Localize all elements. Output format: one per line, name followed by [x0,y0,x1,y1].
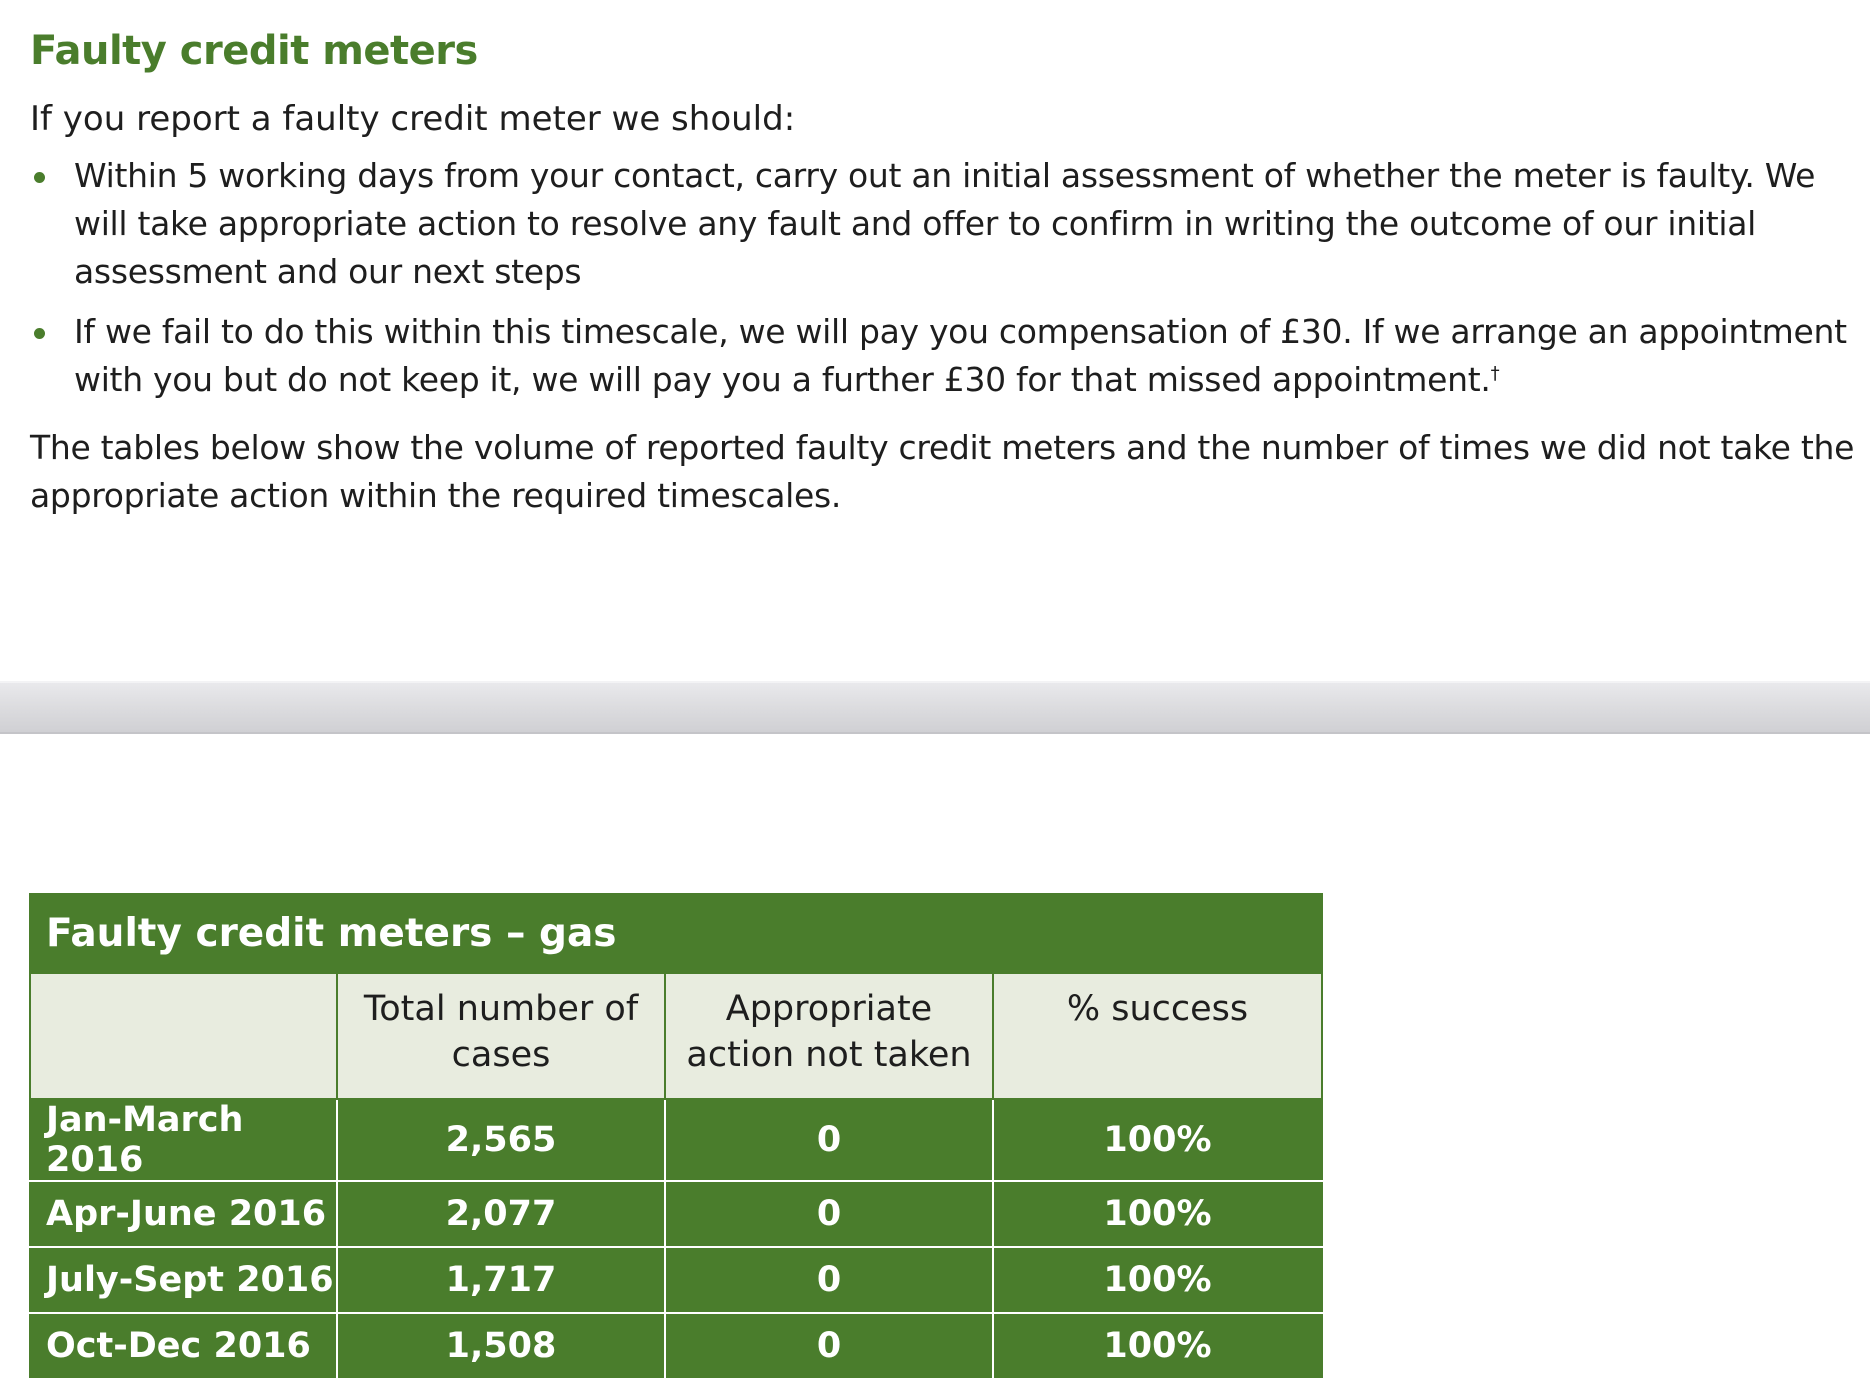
column-header-not-taken: Appropriate action not taken [665,973,993,1099]
column-header-total: Total number of cases [337,973,665,1099]
summary-text: The tables below show the volume of reported faulty credit meters and the number of times we did not take the appropriate action within the required timescales. [30,428,1855,515]
section-heading: Faulty credit meters [30,28,478,74]
cell-not-taken: 0 [665,1181,993,1247]
cell-total: 1,508 [337,1313,665,1379]
table-title: Faulty credit meters – gas [30,894,1322,973]
cell-period: Apr-June 2016 [30,1181,337,1247]
bullet-text-body: If we fail to do this within this timescale, we will pay you compensation of £30. If we arrange an appointment with you but do not keep it, we will pay you a further £30 for that missed appointment. [74,312,1847,399]
cell-not-taken: 0 [665,1247,993,1313]
table-row [30,1099,1322,1181]
bullet-dot-icon [34,328,45,339]
cell-success: 100% [993,1181,1322,1247]
page-separator [0,681,1870,734]
bullet-item [30,308,1860,404]
cell-total: 2,565 [337,1099,665,1181]
bullet-dot-icon [34,172,45,183]
table-row [30,1313,1322,1379]
table-container [29,893,1321,1380]
table-title-row [30,894,1322,973]
cell-success: 100% [993,1313,1322,1379]
footnote-mark: † [1490,363,1500,384]
intro-text: If you report a faulty credit meter we should: [30,99,796,139]
column-header-success: % success [993,973,1322,1099]
cell-total: 1,717 [337,1247,665,1313]
bullet-text: Within 5 working days from your contact, carry out an initial assessment of whether the meter is faulty. We will take appropriate action to resolve any fault and offer to confirm in writing the outcome of our initial assessment and our next steps [74,156,1816,291]
cell-period: Oct-Dec 2016 [30,1313,337,1379]
bullet-list [30,152,1860,416]
bullet-item [30,152,1860,296]
table-row [30,1181,1322,1247]
faulty-meters-gas-table [29,893,1323,1380]
cell-not-taken: 0 [665,1313,993,1379]
table-header-row [30,973,1322,1099]
column-header-period [30,973,337,1099]
cell-period: July-Sept 2016 [30,1247,337,1313]
cell-success: 100% [993,1247,1322,1313]
cell-total: 2,077 [337,1181,665,1247]
cell-success: 100% [993,1099,1322,1181]
table-row [30,1247,1322,1313]
cell-not-taken: 0 [665,1099,993,1181]
bullet-text [74,312,1847,399]
cell-period: Jan-March 2016 [30,1099,337,1181]
